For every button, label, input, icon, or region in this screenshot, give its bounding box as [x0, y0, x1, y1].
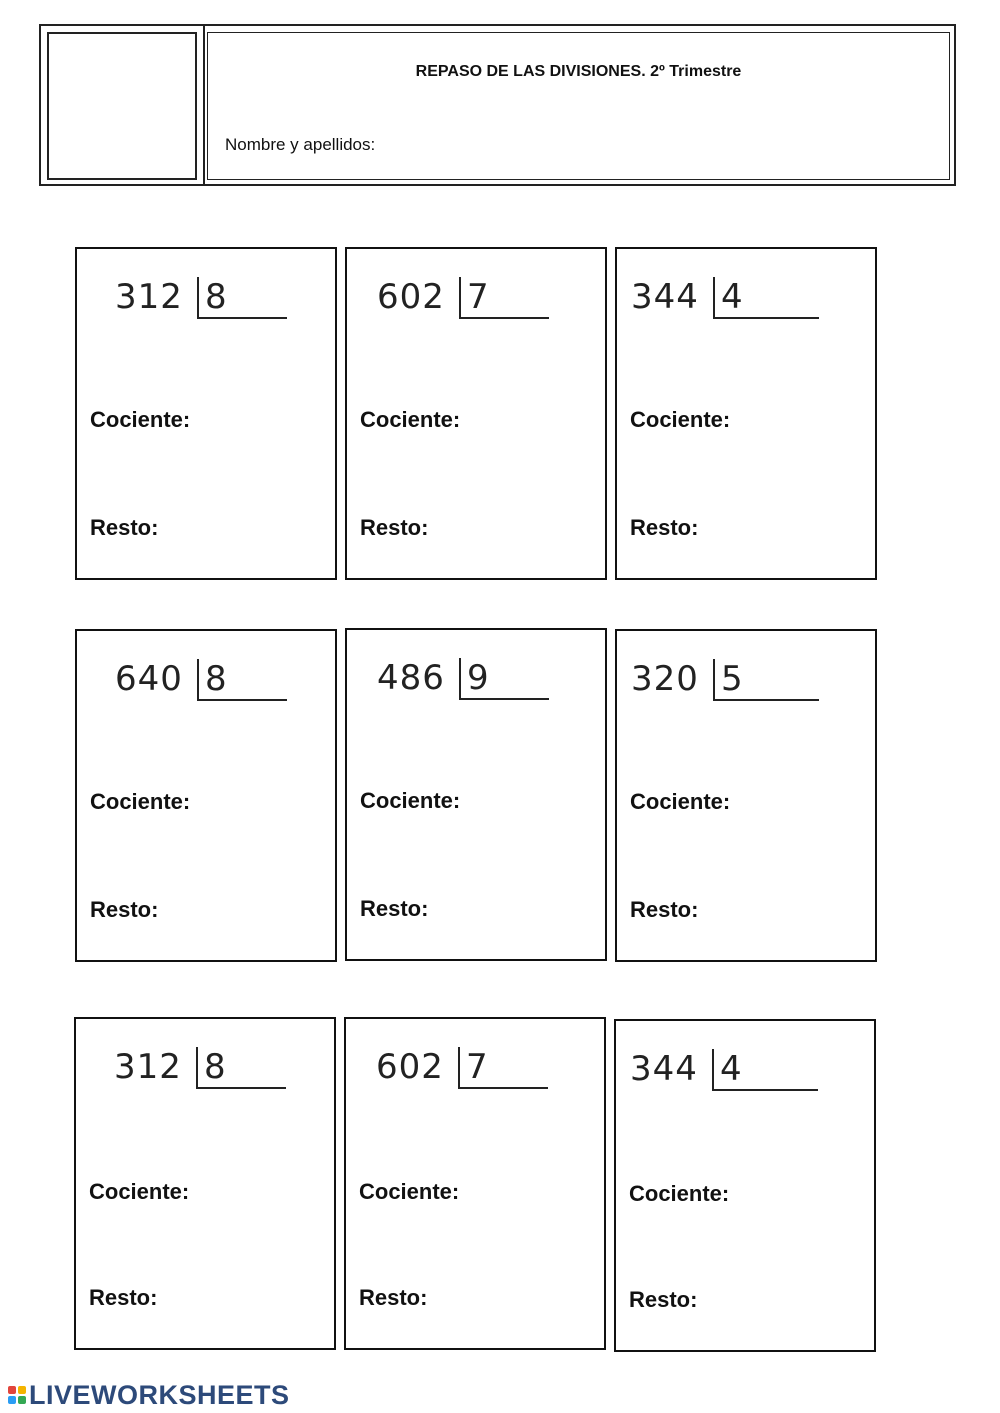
division-bracket: [459, 658, 549, 700]
dividend: 312: [114, 1047, 182, 1087]
division-card: [615, 247, 877, 580]
resto-label: Resto:: [630, 515, 699, 540]
division-problem: [115, 659, 315, 703]
cociente-label: Cociente:: [360, 788, 461, 813]
logo-square-blue: [8, 1396, 16, 1404]
cociente-label: Cociente:: [90, 789, 191, 814]
divisor: 8: [205, 277, 227, 317]
resto-label: Resto:: [359, 1285, 428, 1310]
page-title: REPASO DE LAS DIVISIONES. 2º Trimestre: [415, 63, 742, 80]
resto-label: Resto:: [629, 1287, 698, 1312]
division-card: [75, 247, 337, 580]
dividend: 602: [376, 1047, 444, 1087]
division-bracket: [196, 1047, 286, 1089]
division-card: [345, 247, 607, 580]
division-problem: [115, 277, 315, 321]
division-bracket: [712, 1049, 818, 1091]
division-problem: [376, 1047, 576, 1091]
dividend: 602: [377, 277, 445, 317]
division-card: [615, 629, 877, 962]
division-problem: [377, 277, 577, 321]
resto-label: Resto:: [360, 515, 429, 540]
resto-label: Resto:: [360, 896, 429, 921]
division-card: [344, 1017, 606, 1350]
division-problem: [377, 658, 577, 702]
division-bracket: [713, 277, 819, 319]
dividend: 312: [115, 277, 183, 317]
logo-square-green: [18, 1396, 26, 1404]
cociente-label: Cociente:: [90, 407, 191, 432]
liveworksheets-logo[interactable]: [8, 1381, 290, 1409]
division-problem: [631, 659, 831, 703]
cociente-label: Cociente:: [630, 789, 731, 814]
division-card: [75, 629, 337, 962]
dividend: 344: [630, 1049, 698, 1089]
divisor: 8: [205, 659, 227, 699]
cociente-label: Cociente:: [359, 1179, 460, 1204]
division-card: [74, 1017, 336, 1350]
dividend: 320: [631, 659, 699, 699]
division-card: [614, 1019, 876, 1352]
header-box: [39, 24, 956, 186]
divisor: 4: [720, 1049, 742, 1089]
divisor: 7: [467, 277, 489, 317]
division-bracket: [197, 659, 287, 701]
resto-label: Resto:: [90, 897, 159, 922]
cociente-label: Cociente:: [89, 1179, 190, 1204]
dividend: 640: [115, 659, 183, 699]
resto-label: Resto:: [89, 1285, 158, 1310]
logo-mark-icon: [8, 1386, 26, 1404]
divisor: 9: [467, 658, 489, 698]
cociente-label: Cociente:: [360, 407, 461, 432]
dividend: 486: [377, 658, 445, 698]
logo-placeholder-box: [47, 32, 197, 180]
division-card: [345, 628, 607, 961]
division-bracket: [197, 277, 287, 319]
divisor: 8: [204, 1047, 226, 1087]
header-divider: [203, 26, 205, 184]
divisor: 5: [721, 659, 743, 699]
resto-label: Resto:: [630, 897, 699, 922]
header-info-box: [207, 32, 950, 180]
cociente-label: Cociente:: [629, 1181, 730, 1206]
name-field-label: Nombre y apellidos:: [225, 135, 376, 154]
logo-square-red: [8, 1386, 16, 1394]
division-bracket: [458, 1047, 548, 1089]
division-bracket: [713, 659, 819, 701]
division-bracket: [459, 277, 549, 319]
divisor: 7: [466, 1047, 488, 1087]
division-problem: [630, 1049, 830, 1093]
logo-square-yellow: [18, 1386, 26, 1394]
dividend: 344: [631, 277, 699, 317]
cociente-label: Cociente:: [630, 407, 731, 432]
resto-label: Resto:: [90, 515, 159, 540]
divisor: 4: [721, 277, 743, 317]
division-problem: [631, 277, 831, 321]
division-problem: [114, 1047, 314, 1091]
brand-name: LIVEWORKSHEETS: [29, 1379, 290, 1410]
